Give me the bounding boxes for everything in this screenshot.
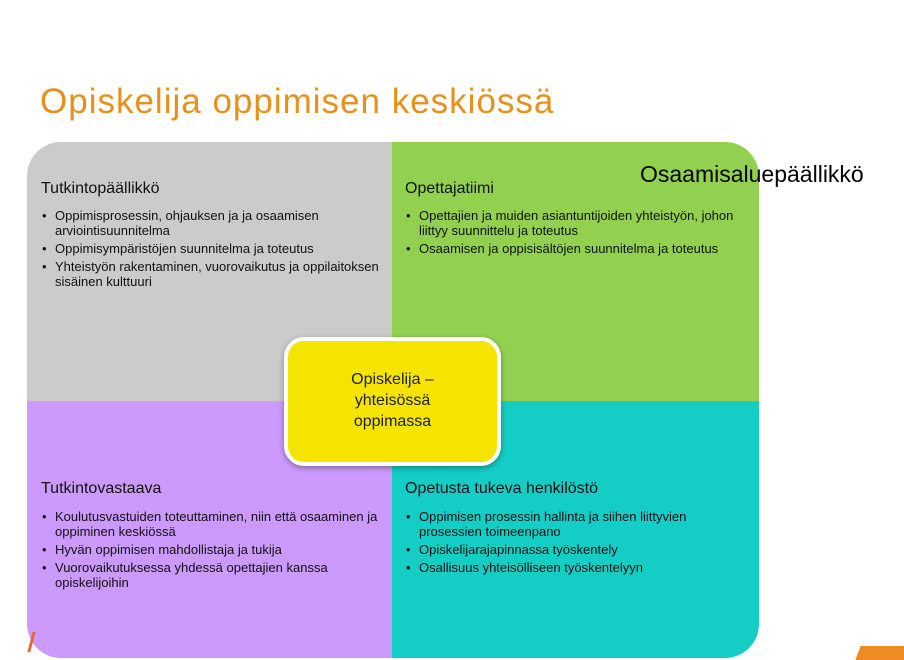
center-label: Opiskelija – yhteisössä oppimassa [351,371,434,430]
quadrant-title: Tutkintovastaava [41,480,162,497]
bullet-item: • Koulutusvastuiden toteuttaminen, niin että osaaminen ja oppiminen keskiössä [41,509,381,539]
bullet-item: • Osaamisen ja oppisisältöjen suunnitelma ja toteutus [405,241,750,256]
slide-title: Opiskelija oppimisen keskiössä [40,82,555,121]
bullet-list [405,208,750,259]
quadrant-title: Tutkintopäällikkö [41,180,160,197]
bullet-item: • Oppimisprosessin, ohjauksen ja ja osaamisen arviointisuunnitelma [41,208,381,238]
quadrant-title: Opetusta tukeva henkilöstö [405,480,599,497]
quadrant-title: Opettajatiimi [405,180,494,197]
bullet-list [405,509,750,578]
bullet-item: • Hyvän oppimisen mahdollistaja ja tukija [41,542,381,557]
bullet-item: • Vuorovaikutuksessa yhdessä opettajien kanssa opiskelijoihin [41,560,381,590]
bullet-list [41,208,381,292]
bullet-item: • Osallisuus yhteisölliseen työskentelyyn [405,560,750,575]
bullet-item: • Oppimisympäristöjen suunnitelma ja toteutus [41,241,381,256]
bullet-item: • Yhteistyön rakentaminen, vuorovaikutus ja oppilaitoksen sisäinen kulttuuri [41,259,381,289]
corner-label: Osaamisaluepäällikkö [640,161,864,187]
bullet-item: • Opiskelijarajapinnassa työskentely [405,542,750,557]
bullet-list [41,509,381,593]
accent-shape [855,646,904,660]
bullet-item: • Opettajien ja muiden asiantuntijoiden yhteistyön, johon liittyy suunnittelu ja toteutus [405,208,750,238]
bullet-item: • Oppimisen prosessin hallinta ja siihen liittyvien prosessien toimeenpano [405,509,750,539]
center-box [284,337,501,466]
